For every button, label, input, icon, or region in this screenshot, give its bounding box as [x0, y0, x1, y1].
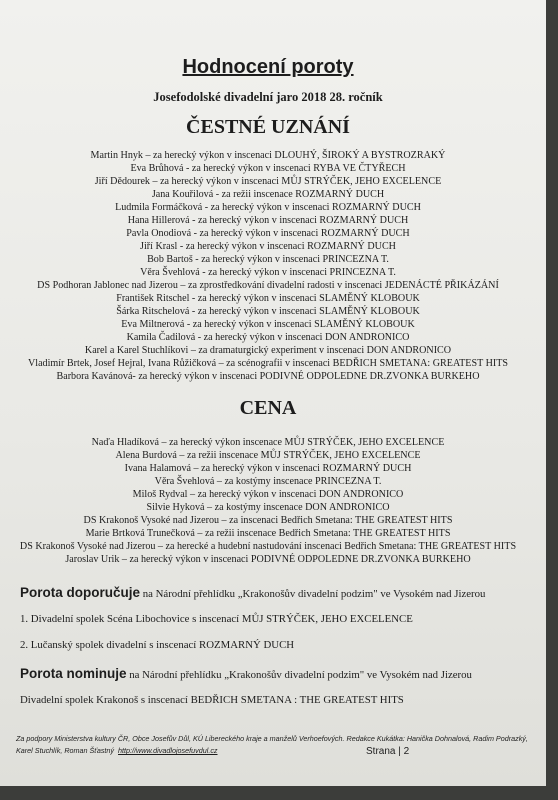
award-entry: Kamila Čadilová - za herecký výkon v inscenaci DON ANDRONICO	[126, 332, 410, 343]
page-title: Hodnocení poroty	[182, 56, 354, 78]
award-entry: Marie Brtková Trunečková – za režii inscenace Bedřich Smetana: THE GREATEST HITS	[85, 528, 451, 539]
award-entry: Bob Bartoš - za herecký výkon v inscenaci PRINCEZNA T.	[147, 254, 389, 265]
nominuje-paragraph	[20, 666, 536, 681]
award-entry: Jiří Krasl - za herecký výkon v inscenaci ROZMARNÝ DUCH	[140, 241, 396, 252]
award-entry: Jaroslav Urik – za herecký výkon v inscenaci PODIVNÉ ODPOLEDNE DR.ZVONKA BURKEHO	[65, 554, 471, 565]
doporucuje-item: 2. Lučanský spolek divadelní s inscenací ROZMARNÝ DUCH	[20, 639, 295, 651]
award-entry: Hana Hillerová - za herecký výkon v inscenaci ROZMARNÝ DUCH	[127, 215, 409, 226]
award-entry: Eva Miltnerová - za herecký výkon v inscenaci SLAMĚNÝ KLOBOUK	[121, 319, 415, 330]
award-entry: DS Krakonoš Vysoké nad Jizerou – za inscenaci Bedřich Smetana: THE GREATEST HITS	[83, 515, 453, 526]
award-entry: Naďa Hladíková – za herecký výkon inscenace MŮJ STRÝČEK, JEHO EXCELENCE	[91, 437, 445, 448]
award-entry: Pavla Onodiová - za herecký výkon v inscenaci ROZMARNÝ DUCH	[126, 228, 410, 239]
award-entry: Věra Švehlová – za kostýmy inscenace PRINCEZNA T.	[154, 476, 382, 487]
award-entry: Ivana Halamová – za herecký výkon v inscenaci ROZMARNÝ DUCH	[124, 463, 412, 474]
nominuje-item: Divadelní spolek Krakonoš s inscenací BEDŘICH SMETANA : THE GREATEST HITS	[20, 694, 404, 706]
cena-list	[0, 436, 536, 566]
award-entry: DS Podhoran Jablonec nad Jizerou – za zprostředkování divadelní radosti v inscenaci JEDENÁCTÉ PŘIKÁZÁNÍ	[37, 280, 499, 291]
award-entry: Martin Hnyk – za herecký výkon v inscenaci DLOUHÝ, ŠIROKÝ A BYSTROZRAKÝ	[90, 150, 446, 161]
doporucuje-text: na Národní přehlídku „Krakonošův divadelní podzim" ve Vysokém nad Jizerou	[140, 588, 486, 600]
doporucuje-label: Porota doporučuje	[20, 585, 141, 600]
award-entry: Šárka Ritschelová - za herecký výkon v inscenaci SLAMĚNÝ KLOBOUK	[116, 306, 420, 317]
page-number: Strana | 2	[366, 746, 410, 757]
award-entry: Ludmila Formáčková - za herecký výkon v inscenaci ROZMARNÝ DUCH	[115, 202, 421, 213]
footer-credits: Za podpory Ministerstva kultury ČR, Obce Josefův Důl, KÚ Libereckého kraje a manželů Verhoefových. Redakce Kukátka: Hanička Dohnalová, Radim Podrazký,	[16, 734, 528, 743]
award-entry: Miloš Rydval – za herecký výkon v inscenaci DON ANDRONICO	[132, 489, 404, 500]
award-entry: František Ritschel - za herecký výkon v inscenaci SLAMĚNÝ KLOBOUK	[116, 293, 420, 304]
nominuje-text: na Národní přehlídku „Krakonošův divadelní podzim" ve Vysokém nad Jizerou	[126, 669, 472, 681]
nominuje-label: Porota nominuje	[20, 666, 127, 681]
footer-credits-names	[16, 746, 218, 755]
award-entry: Karel a Karel Stuchlíkovi – za dramaturgický experiment v inscenaci DON ANDRONICO	[84, 345, 452, 356]
award-entry: Alena Burdová – za režii inscenace MŮJ STRÝČEK, JEHO EXCELENCE	[115, 450, 421, 461]
award-entry: Jiří Dědourek – za herecký výkon v inscenaci MŮJ STRÝČEK, JEHO EXCELENCE	[94, 176, 442, 187]
cestne-uznani-heading: ČESTNÉ UZNÁNÍ	[186, 116, 350, 138]
doporucuje-item: 1. Divadelní spolek Scéna Libochovice s inscenací MŮJ STRÝČEK, JEHO EXCELENCE	[20, 613, 413, 625]
festival-subtitle: Josefodolské divadelní jaro 2018 28. ročník	[153, 90, 383, 104]
cestne-uznani-list	[0, 149, 536, 383]
award-entry: Jana Kouřilová - za režii inscenace ROZMARNÝ DUCH	[151, 189, 385, 200]
cena-heading: CENA	[239, 397, 297, 419]
footer-names: Karel Stuchlík, Roman Šťastný	[16, 746, 115, 755]
doporucuje-paragraph	[20, 585, 536, 600]
award-entry: Věra Švehlová - za herecký výkon v inscenaci PRINCEZNA T.	[140, 267, 396, 278]
website-link[interactable]: http://www.divadlojosefuvdul.cz	[118, 746, 218, 755]
award-entry: Vladimír Brtek, Josef Hejral, Ivana Růžičková – za scénografii v inscenaci BEDŘICH SMETANA: GREATEST HITS	[27, 358, 509, 369]
award-entry: Silvie Hyková – za kostýmy inscenace DON ANDRONICO	[146, 502, 390, 513]
award-entry: DS Krakonoš Vysoké nad Jizerou – za herecké a hudební nastudování inscenaci Bedřich Smetana: THE GREATEST HITS	[19, 541, 517, 552]
award-entry: Eva Brůhová - za herecký výkon v inscenaci RYBA VE ČTYŘECH	[130, 163, 406, 174]
award-entry: Barbora Kavánová- za herecký výkon v inscenaci PODIVNÉ ODPOLEDNE DR.ZVONKA BURKEHO	[56, 371, 480, 382]
